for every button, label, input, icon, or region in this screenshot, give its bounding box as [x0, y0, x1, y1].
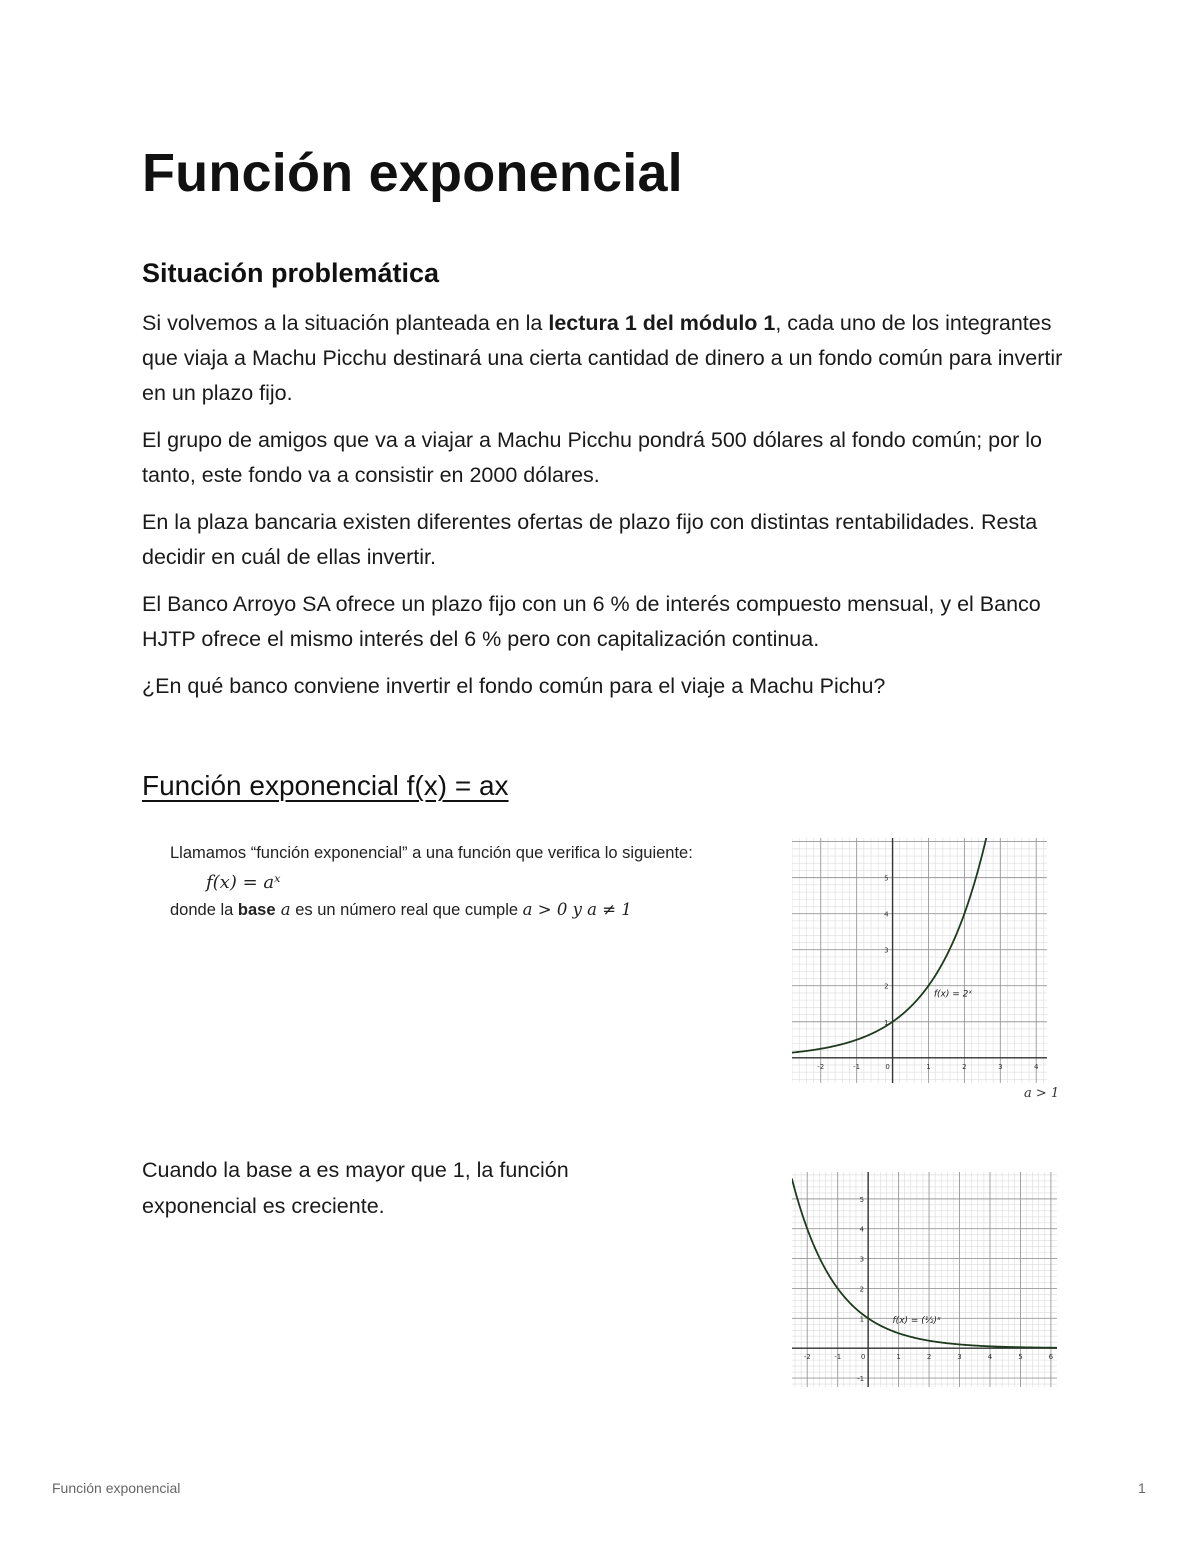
page-title: Función exponencial [142, 143, 683, 203]
definition-line-3 [170, 900, 632, 920]
paragraph-1 [142, 306, 1072, 411]
x-tick-label: -1 [853, 1062, 861, 1071]
y-tick-label: 4 [859, 1225, 865, 1234]
x-tick-label: 6 [1048, 1353, 1054, 1362]
paragraph-2: El grupo de amigos que va a viajar a Machu Picchu pondrá 500 dólares al fondo común; por lo tanto, este fondo va a consistir en 2000 dólares. [142, 428, 1042, 487]
data-point [837, 1288, 839, 1290]
y-tick-label: 1 [859, 1315, 865, 1324]
paragraph-5: ¿En qué banco conviene invertir el fondo común para el viaje a Machu Pichu? [142, 674, 886, 698]
paragraph-1-start: Si volvemos a la situación planteada en la [142, 311, 549, 335]
x-tick-label: -1 [834, 1353, 842, 1362]
data-point [981, 853, 983, 855]
x-tick-label: 3 [998, 1062, 1003, 1071]
page-number: 1 [1138, 1480, 1146, 1496]
definition-var-a: a [275, 900, 291, 919]
y-tick-label: 5 [859, 1195, 865, 1204]
definition-bold-base: base [237, 901, 276, 919]
function-label: f(x) = (½)ˣ [892, 1315, 942, 1326]
x-tick-label: -2 [817, 1062, 825, 1071]
x-tick-label: -2 [803, 1353, 811, 1362]
data-point [928, 1340, 930, 1342]
paragraph-4: El Banco Arroyo SA ofrece un plazo fijo con un 6 % de interés compuesto mensual, y el Banco HJTP ofrece el mismo interés del 6 % pero con capitalización continua. [142, 592, 1041, 651]
data-point [806, 1228, 808, 1230]
y-tick-label: 5 [884, 874, 889, 883]
paragraph-1-end: , cada uno de los integrantes que viaja a Machu Picchu destinará una cierta cantidad de dinero a un fondo común para invertir en un plazo fijo. [142, 311, 1063, 405]
definition-text-a: donde la [170, 901, 238, 919]
note-increasing: Cuando la base a es mayor que 1, la función exponencial es creciente. [142, 1158, 569, 1218]
situacion-body [142, 306, 1072, 716]
paragraph-1-bold: lectura 1 del módulo 1 [548, 311, 776, 335]
data-point [959, 1344, 961, 1346]
data-point [867, 1317, 869, 1319]
definition-line-1: Llamamos “función exponencial” a una función que verifica lo siguiente: [170, 844, 693, 862]
x-tick-label: 1 [926, 1062, 931, 1071]
x-tick-label: 4 [1033, 1062, 1039, 1071]
x-tick-label: 5 [1018, 1353, 1023, 1362]
y-tick-label: 4 [884, 910, 889, 919]
data-point [989, 1345, 991, 1347]
graph-increasing-exponential [792, 838, 1047, 1083]
footer-title: Función exponencial [52, 1480, 181, 1496]
y-tick-label: 3 [884, 946, 889, 955]
function-label: f(x) = 2ˣ [933, 989, 973, 1000]
x-tick-label: 2 [926, 1353, 932, 1362]
y-tick-label: 2 [884, 982, 889, 991]
x-tick-label: 4 [987, 1353, 993, 1362]
section-heading-situacion: Situación problemática [142, 258, 440, 288]
definition-formula: f(x) = aˣ [206, 872, 281, 893]
x-tick-label: 1 [896, 1353, 901, 1362]
y-tick-label: -1 [857, 1375, 865, 1384]
data-point [856, 1039, 858, 1041]
x-tick-label: 0 [885, 1062, 890, 1071]
x-tick-label: 3 [957, 1353, 962, 1362]
data-point [963, 913, 965, 915]
y-tick-label: 1 [884, 1018, 889, 1027]
x-tick-label: 0 [860, 1353, 866, 1362]
x-tick-label: 2 [962, 1062, 967, 1071]
y-tick-label: 2 [859, 1285, 865, 1294]
data-point [898, 1332, 900, 1334]
data-point [820, 1048, 822, 1050]
section-heading-funcion: Función exponencial f(x) = ax [142, 770, 509, 801]
y-tick-label: 3 [859, 1255, 865, 1264]
data-point [1020, 1346, 1022, 1348]
definition-condition: a > 0 y a ≠ 1 [522, 900, 632, 919]
graph-decreasing-exponential [792, 1172, 1057, 1387]
data-point [928, 985, 930, 987]
data-point [892, 1021, 894, 1023]
paragraph-3: En la plaza bancaria existen diferentes ofertas de plazo fijo con distintas rentabilidades. Resta decidir en cuál de ellas invertir. [142, 510, 1038, 569]
data-point [1050, 1347, 1052, 1349]
graph-caption: a > 1 [1024, 1086, 1060, 1101]
definition-text-c: es un número real que cumple [290, 901, 523, 919]
